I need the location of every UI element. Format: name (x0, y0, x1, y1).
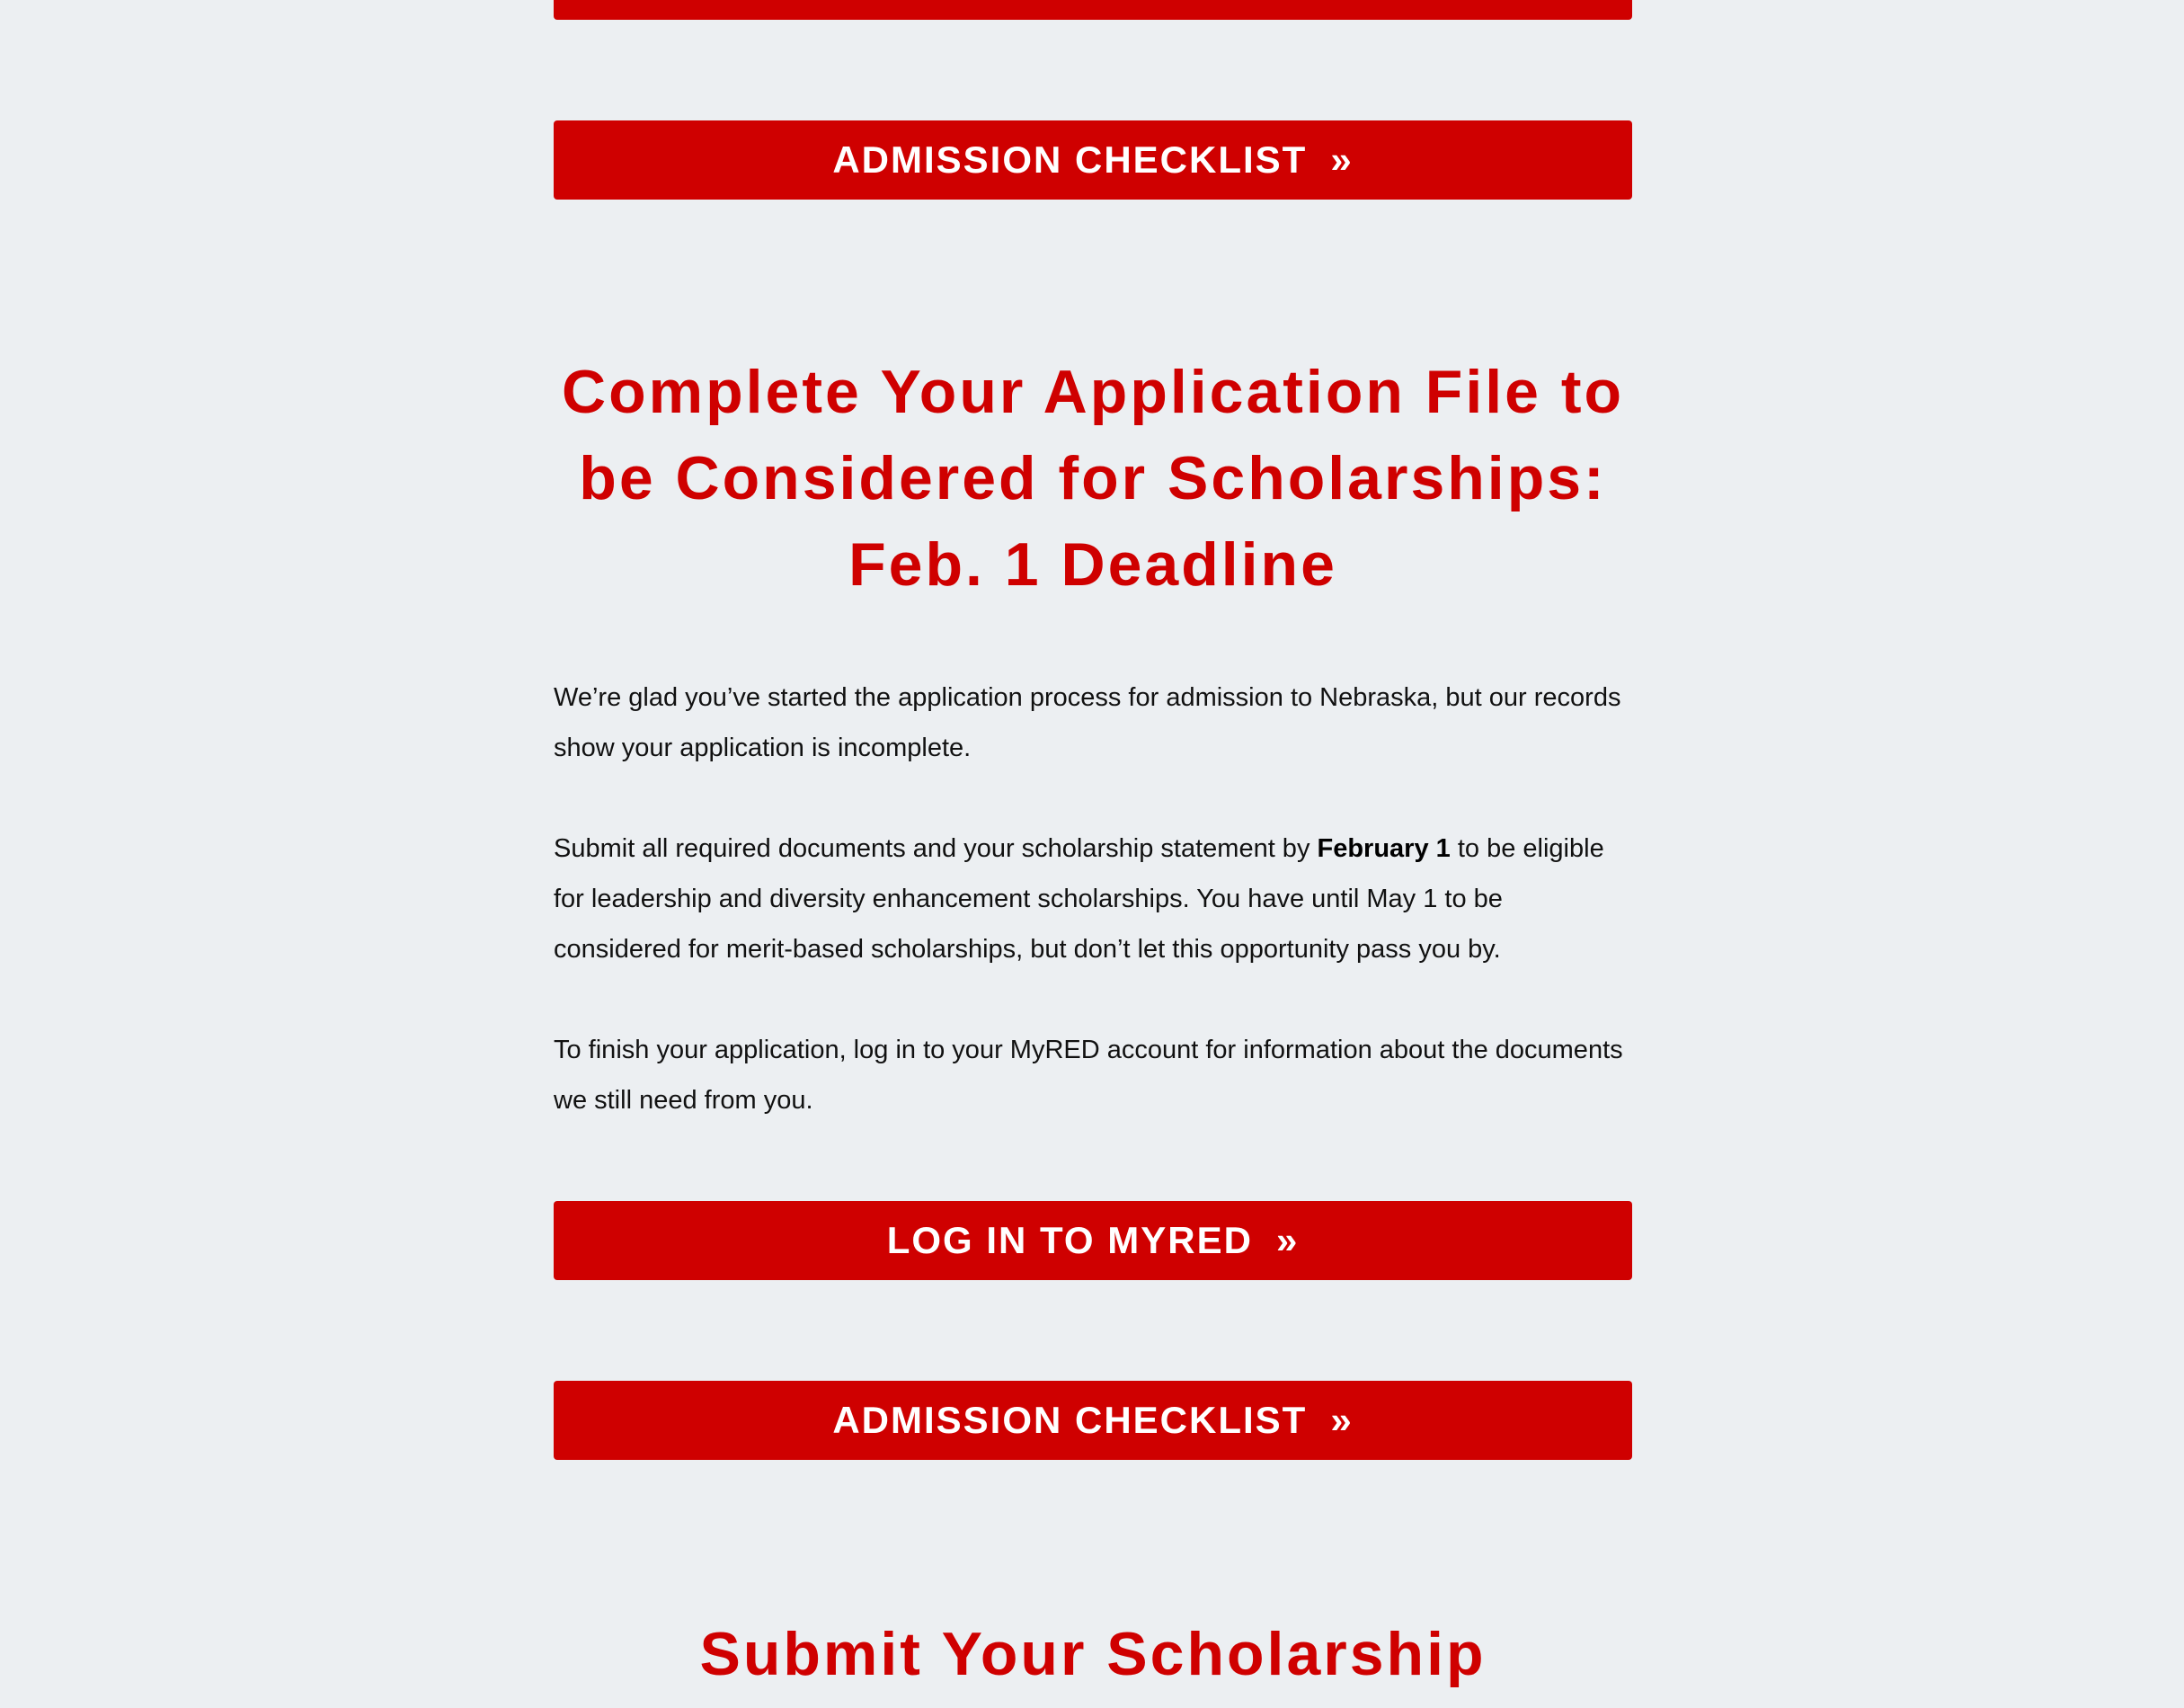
section-application-file (539, 349, 1647, 608)
section-heading: Complete Your Application File to be Considered for Scholarships: Feb. 1 Deadline (561, 358, 1625, 599)
deadline-date: February 1 (1317, 834, 1451, 863)
section-heading: Submit Your Scholarship (699, 1620, 1487, 1688)
log-in-myred-button[interactable] (554, 1201, 1632, 1280)
button-label: LOG IN TO MYRED (886, 1219, 1253, 1261)
chevron-right-icon: » (1330, 1399, 1354, 1441)
paragraph-deadline (554, 823, 1632, 974)
admission-checklist-button-top[interactable] (554, 120, 1632, 200)
paragraph-intro: We’re glad you’ve started the application process for admission to Nebraska, but our records show your application is incomplete. (554, 683, 1621, 762)
admission-checklist-button[interactable] (554, 1381, 1632, 1460)
chevron-right-icon: » (1330, 138, 1354, 181)
button-label: ADMISSION CHECKLIST (832, 138, 1308, 181)
section-body (554, 672, 1632, 1125)
chevron-right-icon: » (1275, 1219, 1300, 1261)
paragraph-myred: To finish your application, log in to your MyRED account for information about the documents we still need from you. (554, 1036, 1623, 1115)
section-scholarship (554, 1611, 1632, 1697)
text: Submit all required documents and your scholarship statement by (554, 834, 1318, 863)
button-label: ADMISSION CHECKLIST (832, 1399, 1308, 1441)
cut-off-button[interactable] (554, 0, 1632, 20)
text: to be eligible for leadership and diversity enhancement scholarships. You have until May 1 to be considered for merit-based scholarships, but don’t let this opportunity pass you by. (554, 834, 1604, 964)
